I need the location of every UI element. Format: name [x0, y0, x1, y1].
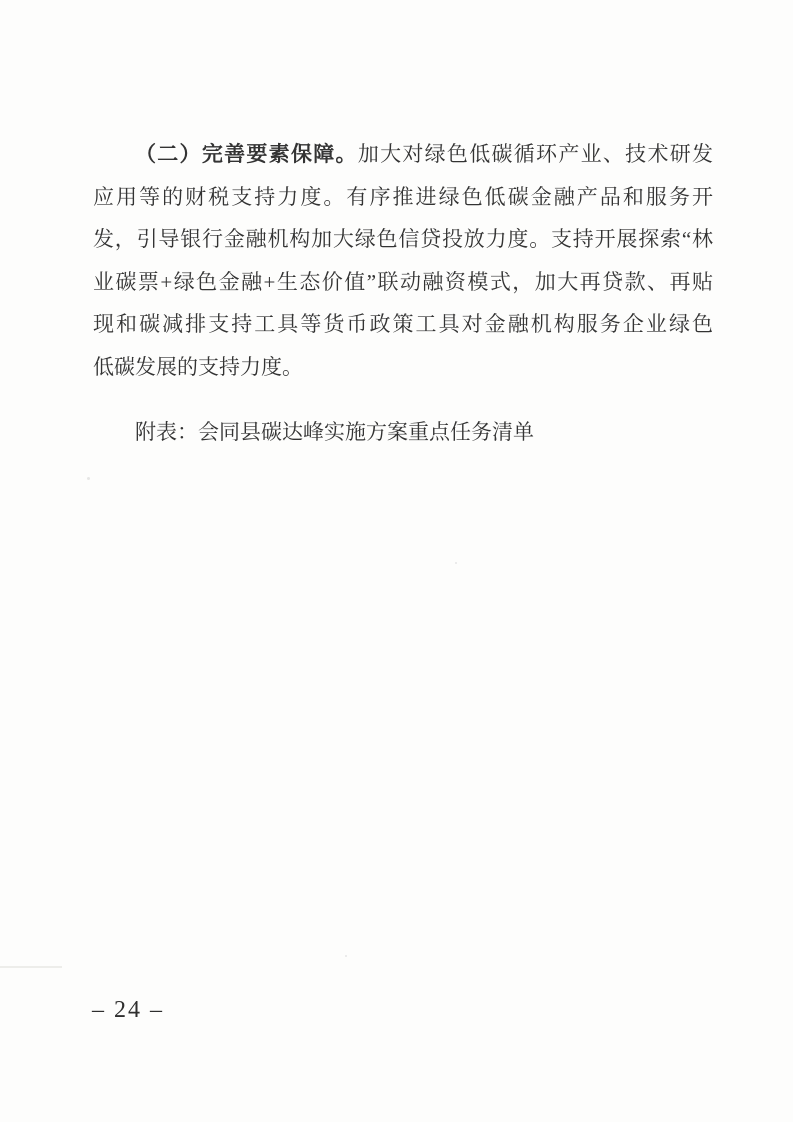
body-paragraph [93, 133, 713, 454]
page-number: – 24 – [92, 997, 164, 1023]
scan-speck [345, 955, 347, 957]
scan-artifact-line [0, 966, 62, 968]
scan-speck [87, 477, 90, 480]
paragraph-line: 业碳票+绿色金融+生态价值”联动融资模式，加大再贷款、再贴 [93, 269, 713, 294]
paragraph-line: 低碳发展的支持力度。 [93, 354, 303, 379]
scan-speck [455, 562, 457, 564]
paragraph-line: 现和碳减排支持工具等货币政策工具对金融机构服务企业绿色 [93, 312, 713, 336]
paragraph-line: 发，引导银行金融机构加大绿色信贷投放力度。支持开展探索“林 [93, 227, 713, 251]
paragraph-line: 应用等的财税支持力度。有序推进绿色低碳金融产品和服务开 [93, 184, 713, 209]
attachment-note: 附表：会同县碳达峰实施方案重点任务清单 [135, 420, 534, 444]
paragraph-text: 加大对绿色低碳循环产业、技术研发 [357, 142, 714, 166]
section-heading: （二）完善要素保障。 [135, 142, 358, 166]
paragraph-line [93, 133, 713, 176]
